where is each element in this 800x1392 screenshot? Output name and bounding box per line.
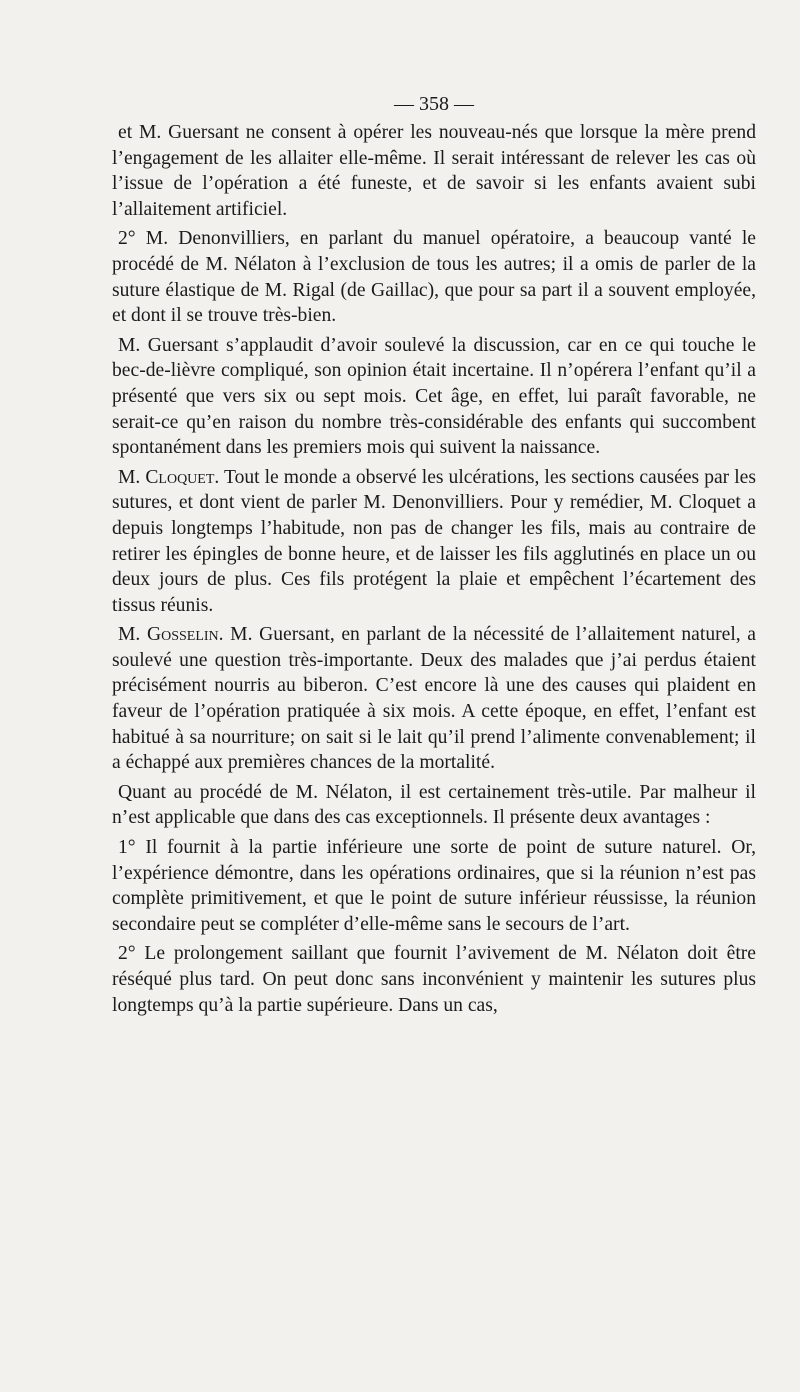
paragraph-text: . M. Guersant, en parlant de la nécessité de l’allaitement naturel, a soulevé une question très-importante. Deux des malades que j’ai perdus étaient précisément nourris au biberon. C’est encore là une des causes qui plaident en faveur de l’opération pratiquée à six mois. A cette époque, en effet, l’enfant est habitué à sa nourriture; on sait si le lait qu’il prend l’alimente convenablement; il a échappé aux premières chances de la mortalité. bbox=[112, 624, 756, 774]
page-number: — 358 — bbox=[394, 93, 474, 115]
speaker-prefix: M. bbox=[118, 466, 146, 488]
speaker-name: Gosselin bbox=[146, 624, 219, 646]
paragraph-6: Quant au procédé de M. Nélaton, il est certainement très-utile. Par malheur il n’est applicable que dans des cas exceptionnels. Il présente deux avantages : bbox=[112, 781, 756, 829]
speaker-name: Cloquet bbox=[145, 466, 215, 488]
paragraph-1: et M. Guersant ne consent à opérer les nouveau-nés que lorsque la mère prend l’engagement de les allaiter elle-même. Il serait intéressant de relever les cas où l’issue de l’opération a été funeste, et de savoir si les enfants avaient subi l’allaitement artificiel. bbox=[112, 122, 756, 220]
paragraph-8: 2° Le prolongement saillant que fournit l’avivement de M. Nélaton doit être réséqué plus tard. On peut donc sans inconvénient y maintenir les sutures plus longtemps qu’à la partie supérieure. Dans un cas, bbox=[112, 943, 756, 1016]
speaker-prefix: M. bbox=[118, 624, 147, 646]
paragraph-3: M. Guersant s’applaudit d’avoir soulevé la discussion, car en ce qui touche le bec-de-lièvre compliqué, son opinion était incertaine. Il n’opérera l’enfant qu’il a présenté que vers six ou sept mois. Cet âge, en effet, lui paraît favorable, ne serait-ce qu’en raison du nombre très-considérable des enfants qui succombent spontanément dans les premiers mois qui suivent la naissance. bbox=[112, 334, 756, 459]
paragraph-text: . Tout le monde a observé les ulcérations, les sections causées par les sutures, et dont vient de parler M. Denonvilliers. Pour y remédier, M. Cloquet a depuis longtemps l’habitude, non pas de changer les fils, mais au contraire de retirer les épingles de bonne heure, et de laisser les fils agglutinés en place un ou deux jours de plus. Ces fils protégent la plaie et empêchent l’écartement des tissus réunis. bbox=[112, 466, 756, 616]
paragraph-2: 2° M. Denonvilliers, en parlant du manuel opératoire, a beaucoup vanté le procédé de M. Nélaton à l’exclusion de tous les autres; il a omis de parler de la suture élastique de M. Rigal (de Gaillac), que pour sa part il a souvent employée, et dont il se trouve très-bien. bbox=[112, 228, 756, 327]
paragraph-cloquet bbox=[112, 465, 756, 619]
paragraph-7: 1° Il fournit à la partie inférieure une sorte de point de suture naturel. Or, l’expérience démontre, dans les opérations ordinaires, que si la réunion n’est pas complète primitivement, et que le point de suture inférieur réussisse, la réunion secondaire peut se compléter d’elle-même sans le secours de l’art. bbox=[112, 837, 756, 935]
paragraph-gosselin bbox=[112, 622, 756, 776]
